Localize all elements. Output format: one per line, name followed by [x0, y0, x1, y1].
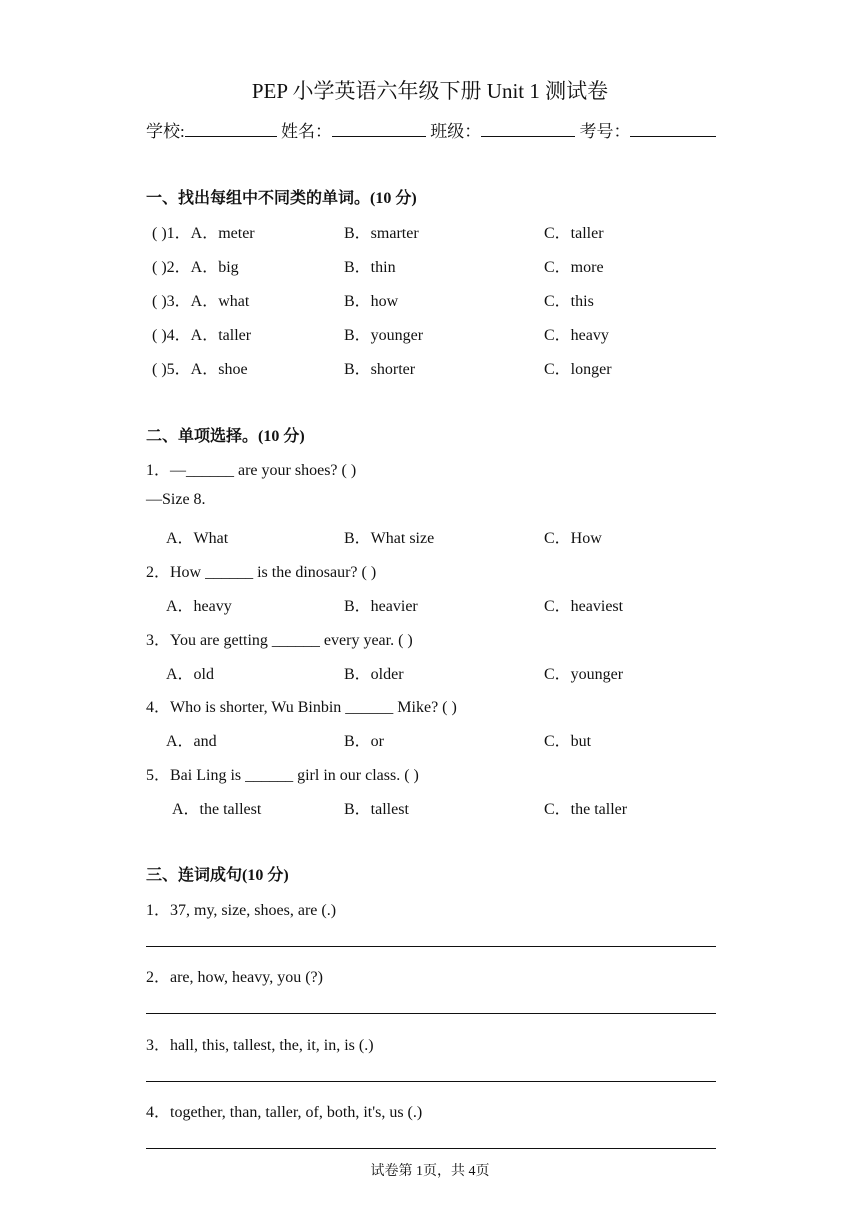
- s2-question5: 5．Bai Ling is ______ girl in our class. ( ): [146, 767, 419, 784]
- s2-q2-option-c: C．heaviest: [544, 598, 624, 615]
- s2-q5-option-c: C．the taller: [544, 801, 628, 818]
- exam-number-label: 考号：: [579, 122, 631, 141]
- s1-item2-c: C．more: [544, 259, 604, 276]
- s3-item2: 2．are, how, heavy, you (?): [146, 969, 323, 986]
- s3-item4-answer-line: [146, 1148, 716, 1149]
- s1-item4-b: B．younger: [344, 327, 424, 344]
- s2-q1-option-c: C．How: [544, 530, 602, 547]
- section1-heading: 一、找出每组中不同类的单词。(10 分): [146, 190, 417, 207]
- s3-item2-answer-line: [146, 1013, 716, 1014]
- s1-item1-b: B．smarter: [344, 225, 419, 242]
- student-info-line: [146, 117, 716, 142]
- s3-item1: 1．37, my, size, shoes, are (.): [146, 902, 337, 919]
- school-blank: [185, 122, 277, 137]
- s1-item3-b: B．how: [344, 293, 399, 310]
- s2-question2: 2．How ______ is the dinosaur? ( ): [146, 564, 377, 581]
- s1-item1-c: C．taller: [544, 225, 604, 242]
- s1-item2-a: ( )2．A．big: [152, 259, 239, 276]
- s2-q2-option-a: A．heavy: [166, 598, 232, 615]
- s2-q5-option-a: A．the tallest: [172, 801, 262, 818]
- s3-item3: 3．hall, this, tallest, the, it, in, is (.): [146, 1037, 374, 1054]
- name-label: 姓名：: [280, 122, 332, 141]
- s1-item4-c: C．heavy: [544, 327, 609, 344]
- s2-q1-option-b: B．What size: [344, 530, 435, 547]
- school-label: 学校:: [146, 122, 185, 141]
- s2-q4-option-a: A．and: [166, 733, 217, 750]
- s3-item1-answer-line: [146, 946, 716, 947]
- s1-item1-a: ( )1．A．meter: [152, 225, 255, 242]
- s1-item5-a: ( )5．A．shoe: [152, 361, 248, 378]
- s2-q1-option-a: A．What: [166, 530, 229, 547]
- s1-item3-c: C．this: [544, 293, 594, 310]
- class-blank: [481, 122, 575, 137]
- s1-item5-c: C．longer: [544, 361, 612, 378]
- exam-number-blank: [630, 122, 716, 137]
- s2-q4-option-b: B．or: [344, 733, 385, 750]
- s1-item5-b: B．shorter: [344, 361, 416, 378]
- s2-question1: 1．—______ are your shoes? ( ): [146, 462, 357, 479]
- s3-item3-answer-line: [146, 1081, 716, 1082]
- s1-item2-b: B．thin: [344, 259, 396, 276]
- s1-item3-a: ( )3．A．what: [152, 293, 250, 310]
- section3-heading: 三、连词成句(10 分): [146, 867, 289, 884]
- s2-question4: 4．Who is shorter, Wu Binbin ______ Mike? ( ): [146, 699, 457, 716]
- s3-item4: 4．together, than, taller, of, both, it's, us (.): [146, 1104, 423, 1121]
- s1-item4-a: ( )4．A．taller: [152, 327, 252, 344]
- section2-heading: 二、单项选择。(10 分): [146, 428, 305, 445]
- s2-question3: 3．You are getting ______ every year. ( ): [146, 632, 413, 649]
- name-blank: [332, 122, 426, 137]
- s2-q5-option-b: B．tallest: [344, 801, 409, 818]
- s2-q3-option-c: C．younger: [544, 666, 624, 683]
- page-title: PEP 小学英语六年级下册 Unit 1 测试卷: [251, 79, 609, 103]
- s2-q2-option-b: B．heavier: [344, 598, 418, 615]
- s2-q3-option-a: A．old: [166, 666, 215, 683]
- s2-question1-answer: —Size 8.: [146, 491, 206, 508]
- class-label: 班级：: [430, 122, 482, 141]
- page-footer: 试卷第 1页，共 4页: [370, 1164, 490, 1179]
- s2-q3-option-b: B．older: [344, 666, 404, 683]
- s2-q4-option-c: C．but: [544, 733, 592, 750]
